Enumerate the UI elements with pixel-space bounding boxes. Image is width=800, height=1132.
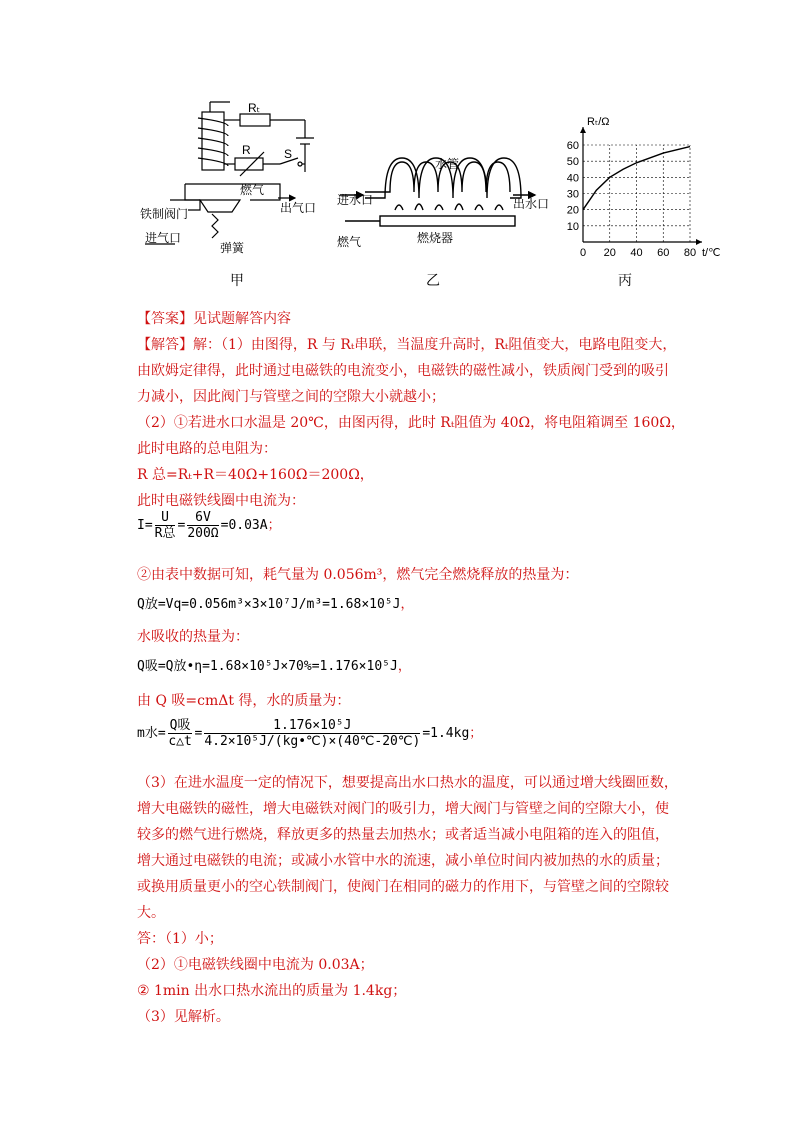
label-shuiguan: 水管: [435, 157, 460, 171]
solution-line-6: R 总=Rₜ+R＝40Ω+160Ω＝200Ω，: [137, 467, 374, 483]
label-chuqikou: 出气口: [280, 201, 317, 215]
y-tick-label: 20: [566, 204, 579, 217]
label-tiezhifamen: 铁制阀门: [140, 207, 189, 221]
solution-line-3: 力减小，因此阀门与管壁之间的空隙大小就越小；: [137, 389, 445, 405]
label-ranqi-yi: 燃气: [337, 235, 362, 249]
equation-current: I= $\frac{U}{\text{R总}}$ = $\frac{6V}{200\Omega}$ =0.03A；: [137, 510, 281, 541]
x-tick-label: 20: [603, 247, 616, 259]
solution-line-16: 大。: [137, 905, 165, 921]
x-tick-label: 40: [630, 247, 643, 259]
caption-bing: 丙: [618, 273, 632, 289]
solution-line-4: （2）①若进水口水温是 20℃，由图丙得，此时 Rₜ阻值为 40Ω，将电阻箱调至 160Ω，: [137, 415, 685, 431]
figure-yi-heater: [335, 100, 550, 260]
solution-line-7: 此时电磁铁线圈中电流为：: [137, 493, 305, 509]
y-tick-label: 60: [566, 140, 579, 152]
y-tick-label: 30: [566, 188, 579, 201]
solution-line-10: 由 Q 吸=cmΔt 得，水的质量为：: [137, 693, 351, 709]
solution-line-13: 较多的燃气进行燃烧，释放更多的热量去加热水；或者适当减小电阻箱的连入的阻值，: [137, 827, 669, 843]
figure-jia-circuit: [140, 100, 340, 260]
label-chushuikou: 出水口: [513, 197, 550, 211]
figure-bing-chart: [555, 100, 721, 260]
y-axis-arrow: [580, 127, 586, 133]
label-s: S: [284, 147, 293, 161]
equation-heat-absorbed: Q吸=Q放•η=1.68×10⁵J×70%=1.176×10⁵J，: [137, 659, 411, 674]
burner-bar: [380, 216, 515, 226]
caption-yi: 乙: [426, 273, 440, 289]
answer-line-3: ② 1min 出水口热水流出的质量为 1.4kg；: [137, 983, 407, 999]
y-tick-label: 10: [566, 220, 579, 233]
solution-line-9: 水吸收的热量为：: [137, 629, 249, 645]
solution-line-11: （3）在进水温度一定的情况下，想要提高出水口热水的温度，可以通过增大线圈匝数，: [137, 775, 678, 791]
label-jinqikou: 进气口: [145, 231, 182, 245]
rt-resistor: [240, 114, 270, 126]
answer-line: 【答案】见试题解答内容: [137, 311, 291, 327]
caption-jia: 甲: [230, 273, 244, 289]
solution-line-1: 【解答】解：（1）由图得，R 与 Rₜ串联，当温度升高时，Rₜ阻值变大，电路电阻变大，: [137, 337, 677, 353]
answer-line-4: （3）见解析。: [137, 1009, 230, 1025]
x-tick-label: 60: [657, 247, 670, 259]
equation-water-mass: m水= $\frac{\text{Q吸}}{c\triangle t}$ = $\frac{\text{1.176×10⁵J}}{\text{4.2×10⁵J/(kg•℃)×(40℃-20℃)}}$ =1.4kg；: [137, 718, 483, 749]
answer-line-1: 答：（1）小；: [137, 931, 223, 947]
y-axis-label: Rₜ/Ω: [587, 116, 610, 128]
label-jinshuikou: 进水口: [337, 193, 374, 207]
label-tanhuang: 弹簧: [220, 241, 245, 255]
solution-line-14: 增大通过电磁铁的电流；或减小水管中水的流速，减小单位时间内被加热的水的质量；: [137, 853, 669, 869]
r-resistor: [235, 158, 263, 170]
answer-line-2: （2）①电磁铁线圈中电流为 0.03A；: [137, 957, 374, 973]
solution-line-2: 由欧姆定律得，此时通过电磁铁的电流变小，电磁铁的磁性减小，铁质阀门受到的吸引: [137, 363, 669, 379]
solution-line-12: 增大电磁铁的磁性，增大电磁铁对阀门的吸引力，增大阀门与管壁之间的空隙大小，使: [137, 801, 669, 817]
label-ranqi: 燃气: [240, 183, 265, 197]
solution-line-5: 此时电路的总电阻为：: [137, 441, 277, 457]
x-tick-label: 0: [579, 247, 587, 259]
y-tick-label: 40: [566, 172, 579, 185]
label-r: R: [242, 143, 251, 157]
x-axis-arrow: [696, 239, 702, 245]
label-ranshaoqi: 燃烧器: [417, 231, 454, 245]
solution-line-15: 或换用质量更小的空心铁制阀门，使阀门在相同的磁力的作用下，与管壁之间的空隙较: [137, 879, 669, 895]
y-tick-label: 50: [566, 156, 579, 169]
x-axis-label: t/℃: [702, 247, 721, 259]
label-rt: Rₜ: [248, 101, 261, 115]
equation-heat-released: Q放=Vq=0.056m³×3×10⁷J/m³=1.68×10⁵J，: [137, 597, 414, 612]
x-tick-label: 80: [683, 247, 697, 259]
solution-line-8: ②由表中数据可知，耗气量为 0.056m³，燃气完全燃烧释放的热量为：: [137, 567, 579, 583]
